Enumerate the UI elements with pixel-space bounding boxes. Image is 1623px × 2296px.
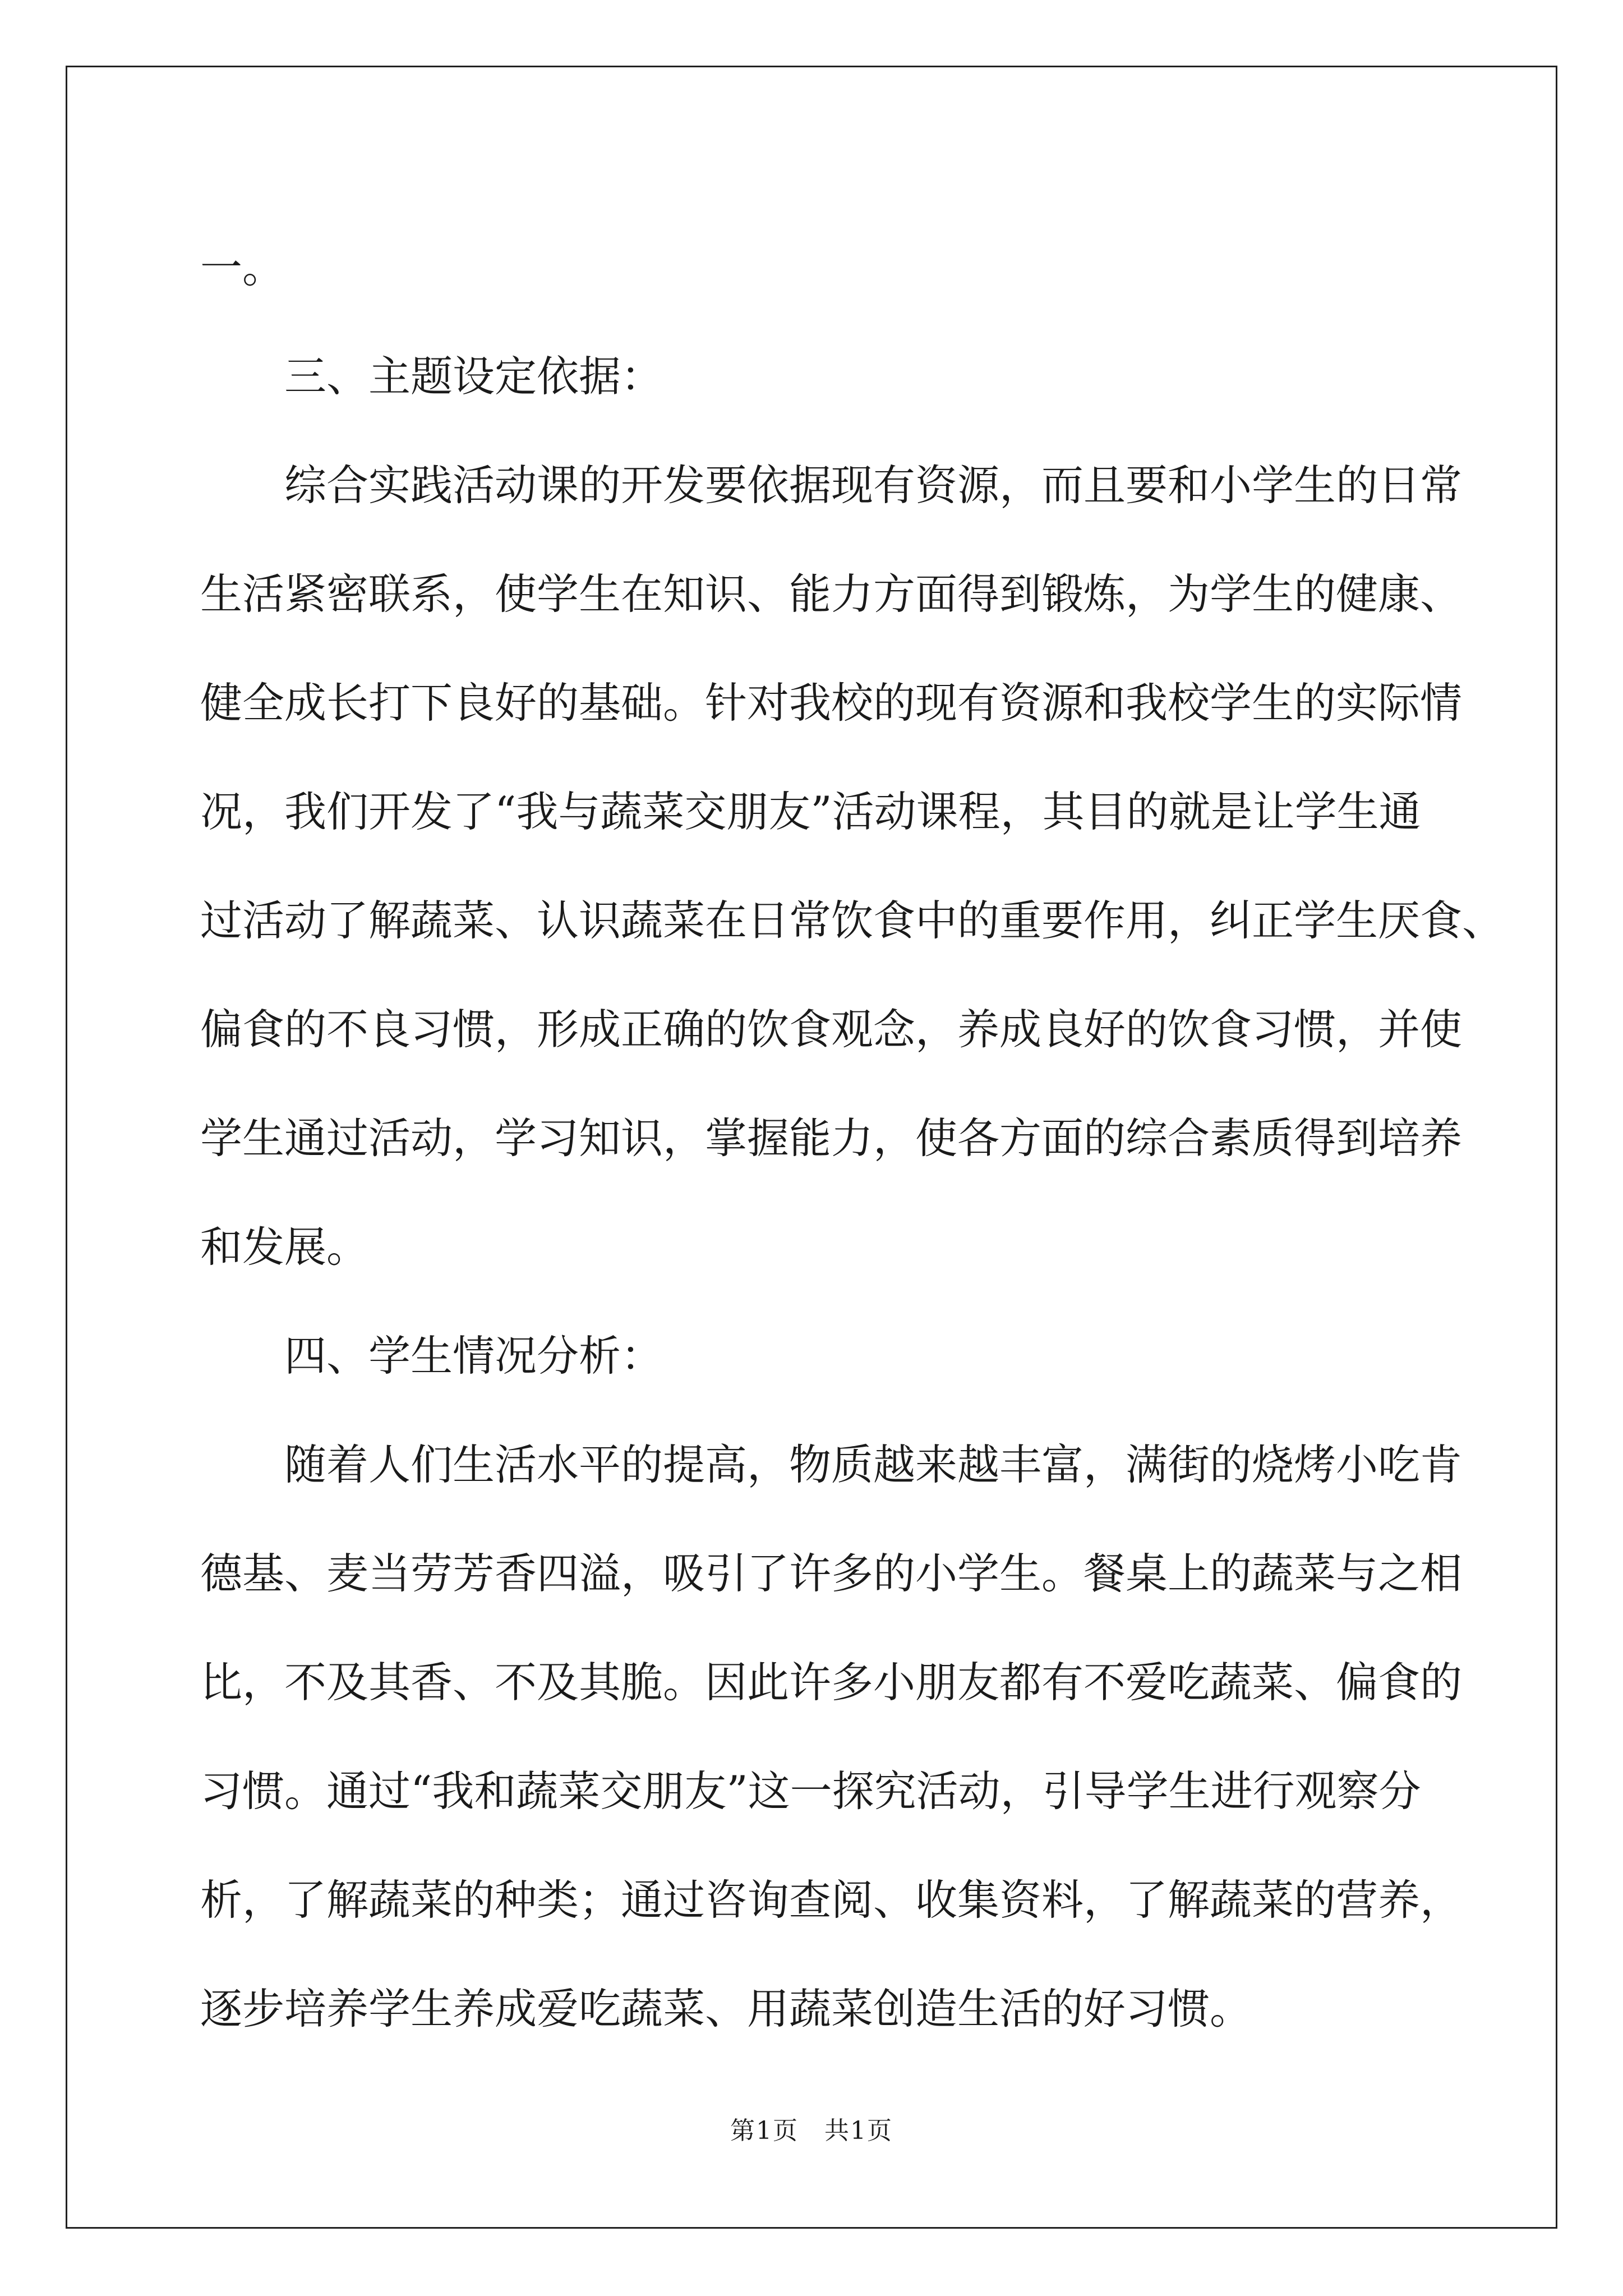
text-line: 随着人们生活水平的提高，物质越来越丰富，满街的烧烤小吃肯 xyxy=(284,1440,1463,1489)
document-body xyxy=(200,213,1505,2063)
text-line: 和发展。 xyxy=(200,1222,369,1272)
text-line: 综合实践活动课的开发要依据现有资源，而且要和小学生的日常 xyxy=(284,461,1463,510)
text-line: 习惯。通过“我和蔬菜交朋友”这一探究活动，引导学生进行观察分 xyxy=(200,1766,1421,1816)
text-line: 偏食的不良习惯，形成正确的饮食观念，养成良好的饮食习惯，并使 xyxy=(200,1005,1463,1054)
text-line: 比，不及其香、不及其脆。因此许多小朋友都有不爱吃蔬菜、偏食的 xyxy=(200,1658,1463,1707)
text-line: 德基、麦当劳芳香四溢，吸引了许多的小学生。餐桌上的蔬菜与之相 xyxy=(200,1549,1463,1598)
section-heading: 四、学生情况分析： xyxy=(284,1331,663,1381)
text-line: 生活紧密联系，使学生在知识、能力方面得到锻炼，为学生的健康、 xyxy=(200,569,1463,619)
text-line: 况，我们开发了“我与蔬菜交朋友”活动课程，其目的就是让学生通 xyxy=(200,787,1421,836)
text-line: 一。 xyxy=(200,243,285,292)
section-heading: 三、主题设定依据： xyxy=(284,352,663,401)
page-footer: 第1页 共1页 xyxy=(730,2116,893,2145)
text-line: 学生通过活动，学习知识，掌握能力，使各方面的综合素质得到培养 xyxy=(200,1114,1463,1163)
text-line: 逐步培养学生养成爱吃蔬菜、用蔬菜创造生活的好习惯。 xyxy=(200,1984,1252,2033)
text-line: 健全成长打下良好的基础。针对我校的现有资源和我校学生的实际情 xyxy=(200,678,1463,728)
text-line: 过活动了解蔬菜、认识蔬菜在日常饮食中的重要作用，纠正学生厌食、 xyxy=(200,896,1505,945)
text-line: 析，了解蔬菜的种类；通过咨询查阅、收集资料，了解蔬菜的营养， xyxy=(200,1875,1463,1925)
